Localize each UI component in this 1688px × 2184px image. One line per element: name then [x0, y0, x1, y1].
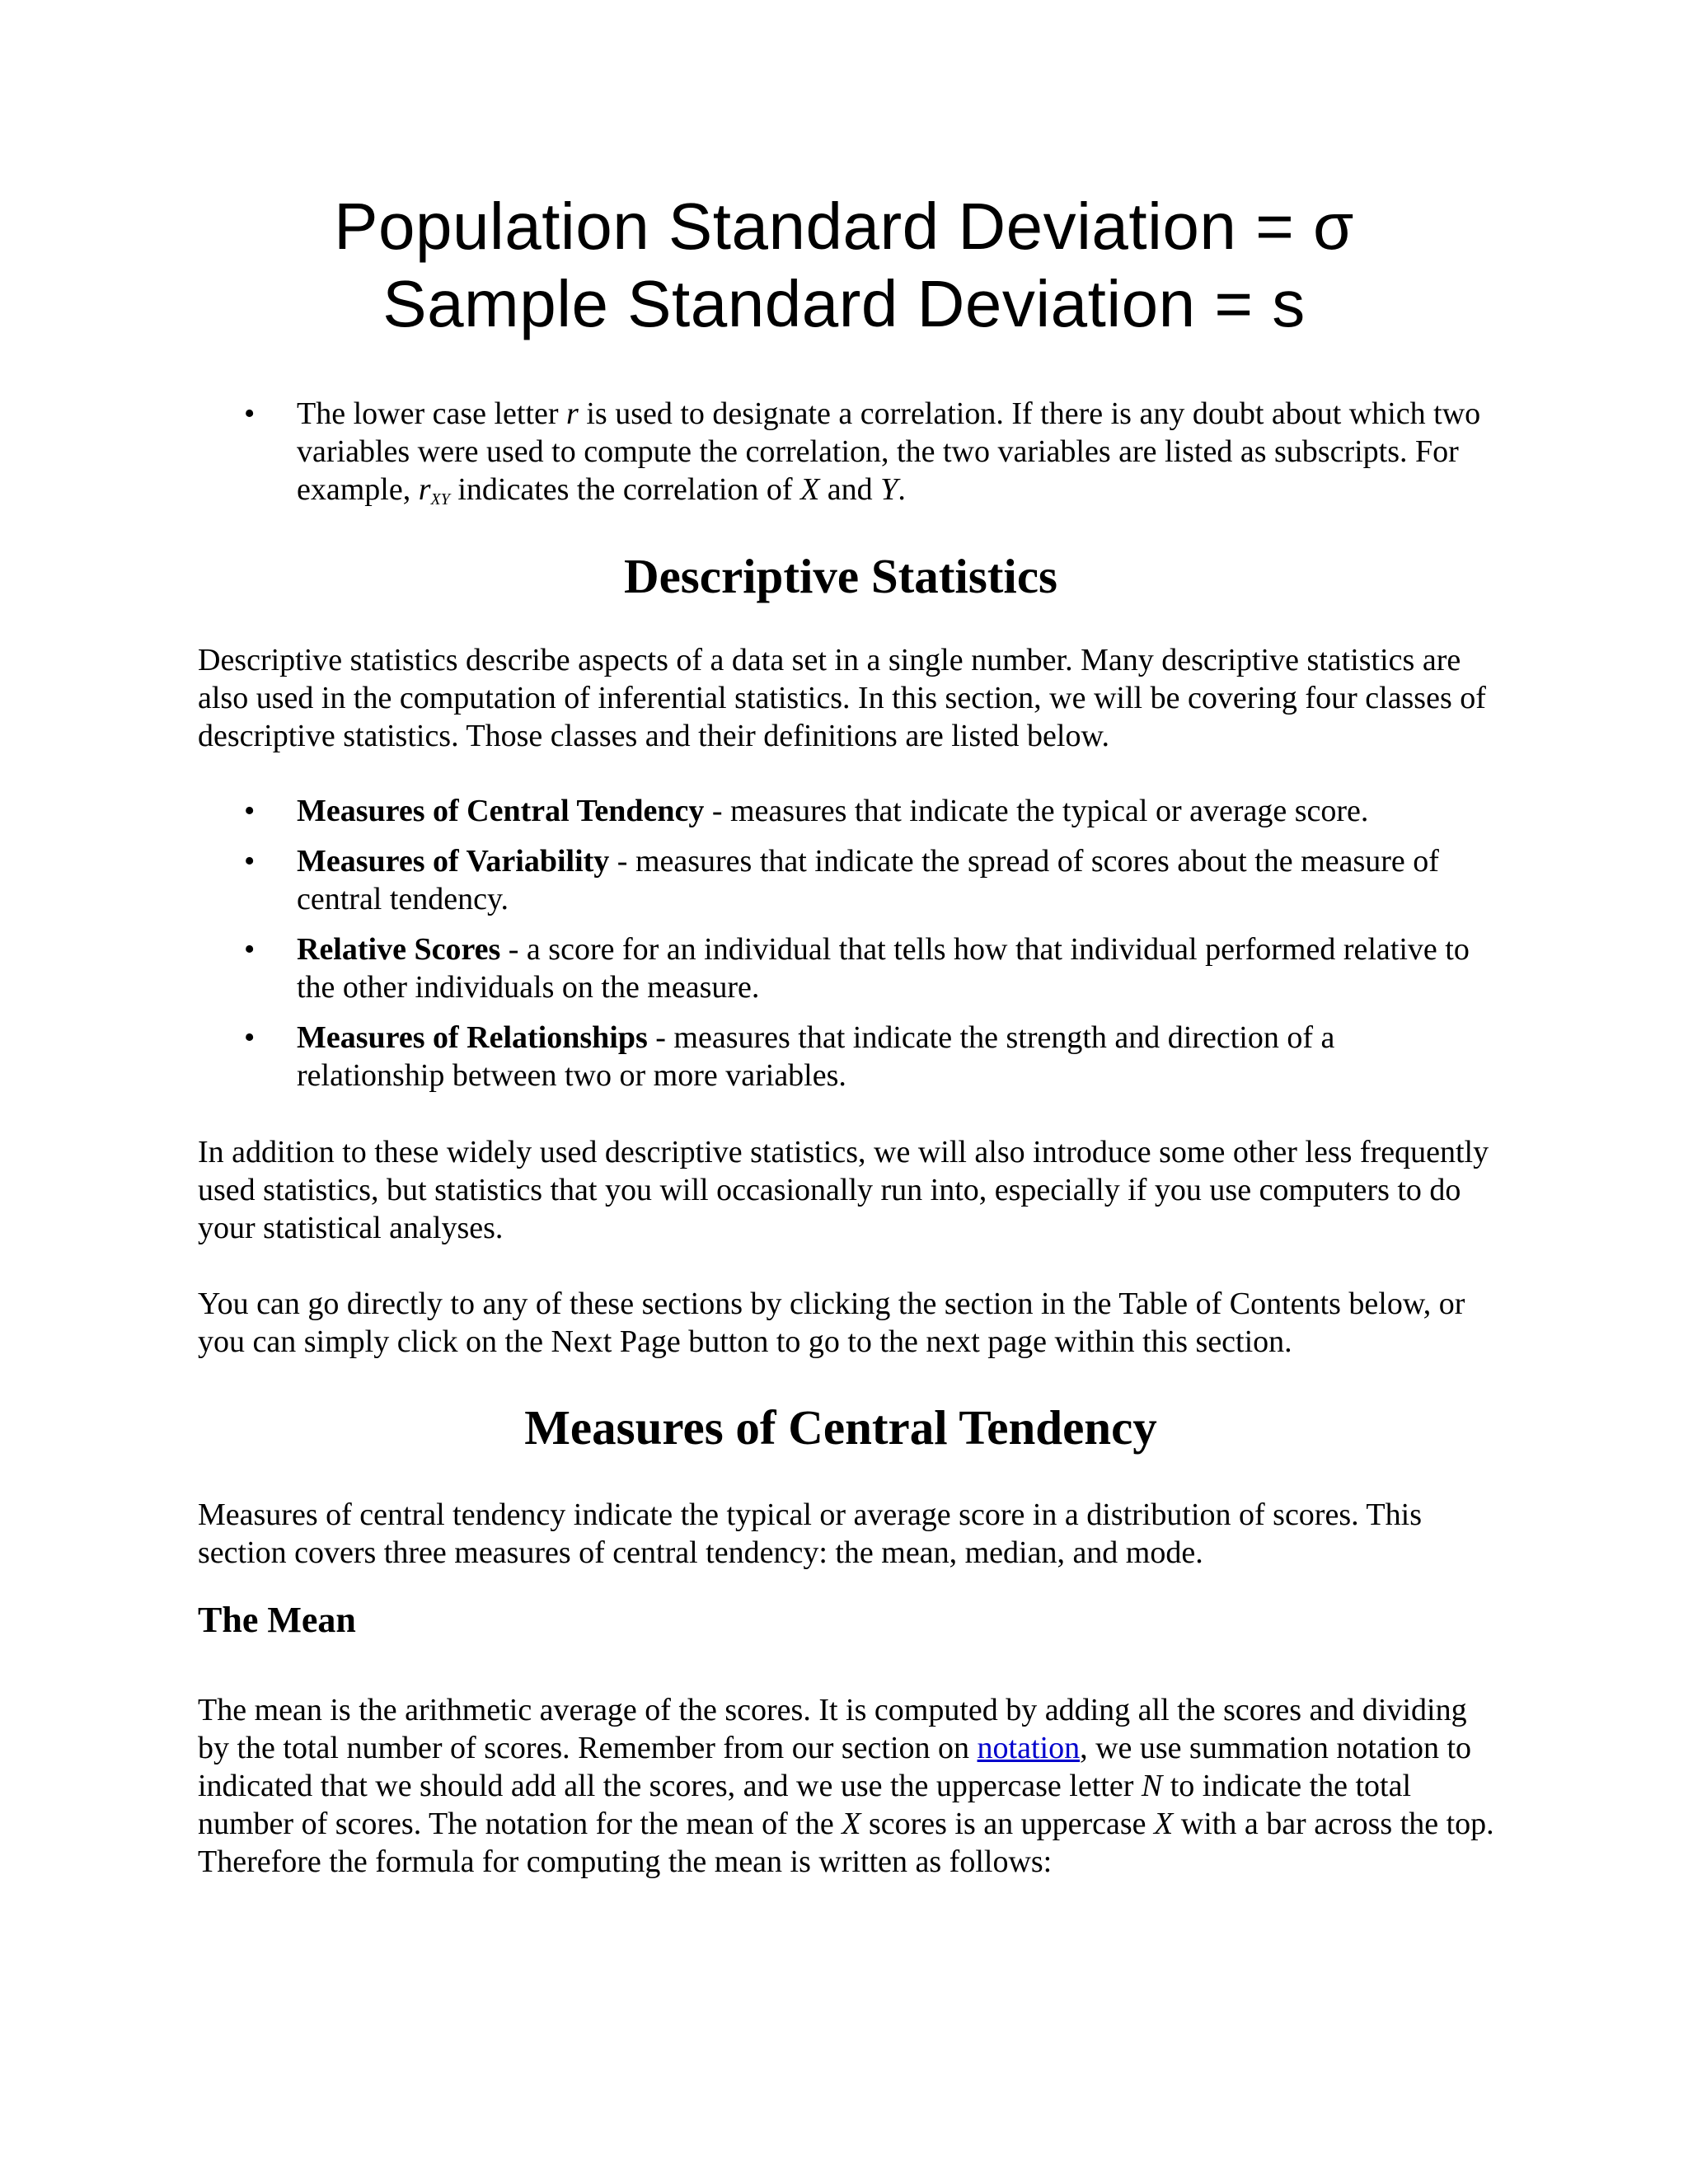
list-item: • Measures of Relationships - measures that indicate the strength and direction of a relationship between two or more variables. [244, 1020, 1335, 1093]
bullet-icon: • [244, 794, 256, 828]
correlation-notation-list [198, 395, 1484, 518]
standard-deviation-notation-image [198, 188, 1490, 343]
population-sd-line: Population Standard Deviation = σ [334, 190, 1354, 263]
list-item: • The lower case letter r is used to designate a correlation. If there is any doubt about which two variables were used to compute the correlation, the two variables are listed as subscripts. For example, $r_{XY}$ indicates the correlation of X and Y. [244, 396, 1481, 509]
bullet-icon: • [244, 844, 256, 879]
the-mean-heading: The Mean [198, 1600, 356, 1640]
navigation-paragraph: You can go directly to any of these sections by clicking the section in the Table of Contents below, or you can simply click on the Next Page button to go to the next page within this section. [198, 1286, 1465, 1359]
notation-link[interactable]: notation [977, 1731, 1081, 1765]
sample-sd-line: Sample Standard Deviation = s [382, 267, 1306, 340]
list-item: • Measures of Central Tendency - measures that indicate the typical or average score. [244, 794, 1369, 828]
central-tendency-paragraph: Measures of central tendency indicate the typical or average score in a distribution of scores. This section covers three measures of central tendency: the mean, median, and mode. [198, 1497, 1422, 1570]
bullet-icon: • [244, 1020, 256, 1055]
additional-statistics-paragraph: In addition to these widely used descriptive statistics, we will also introduce some other less frequently used statistics, but statistics that you will occasionally run into, especially if you use computers to do your statistical analyses. [198, 1135, 1489, 1245]
bullet-icon: • [244, 932, 256, 967]
bullet-icon: • [244, 396, 256, 431]
descriptive-classes-list [198, 792, 1484, 1107]
descriptive-statistics-heading: Descriptive Statistics [624, 549, 1057, 603]
descriptive-statistics-paragraph: Descriptive statistics describe aspects of a data set in a single number. Many descriptive statistics are also used in the computation of inferential statistics. In this section, we will be covering four classes of descriptive statistics. Those classes and their definitions are listed below. [198, 643, 1486, 753]
central-tendency-heading: Measures of Central Tendency [524, 1400, 1157, 1455]
list-item: • Measures of Variability - measures that indicate the spread of scores about the measure of central tendency. [244, 844, 1439, 916]
list-item: • Relative Scores - a score for an individual that tells how that individual performed relative to the other individuals on the measure. [244, 932, 1470, 1005]
subscript: XY [430, 490, 450, 509]
mean-paragraph: The mean is the arithmetic average of the scores. It is computed by adding all the scores and dividing by the total number of scores. Remember from our section on notation, we use summation notation to indicated that we should add all the scores, and we use the uppercase letter N to indicate the total number of scores. The notation for the mean of the X scores is an uppercase X with a bar across the top. Therefore the formula for computing the mean is written as follows: [198, 1693, 1494, 1879]
